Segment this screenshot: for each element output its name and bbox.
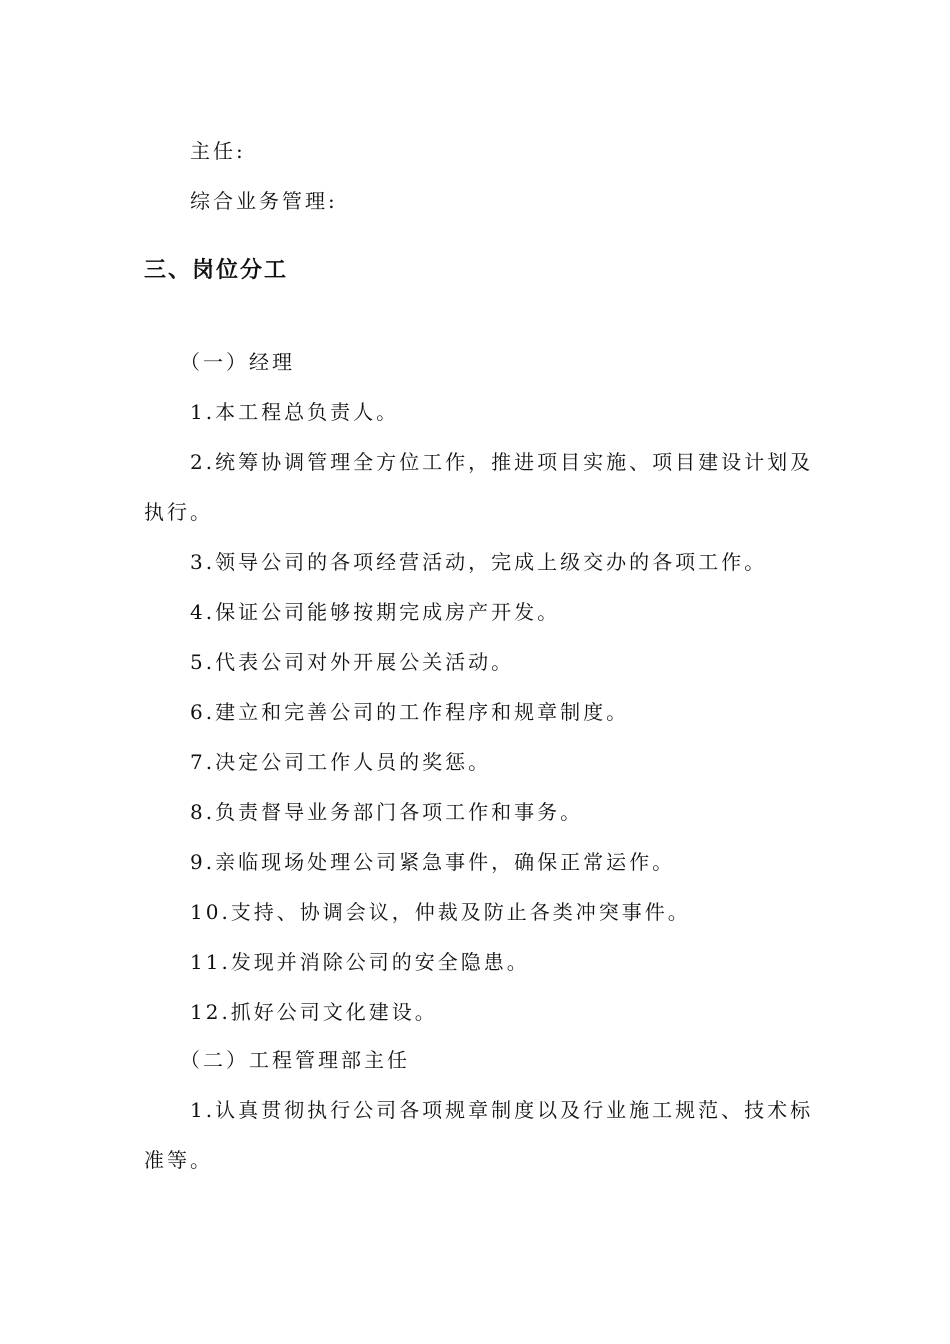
- section-title: 三、岗位分工: [144, 258, 289, 283]
- manager-item: 7.决定公司工作人员的奖惩。: [190, 750, 492, 774]
- manager-item: 8.负责督导业务部门各项工作和事务。: [190, 800, 584, 824]
- manager-item: 6.建立和完善公司的工作程序和规章制度。: [190, 700, 630, 724]
- manager-heading: （一）经理: [180, 350, 295, 374]
- general-business-label: 综合业务管理:: [190, 189, 338, 213]
- engineering-director-item: 1.认真贯彻执行公司各项规章制度以及行业施工规范、技术标: [190, 1098, 814, 1122]
- manager-item-continuation: 执行。: [144, 500, 213, 524]
- manager-item: 1.本工程总负责人。: [190, 400, 400, 424]
- manager-item: 4.保证公司能够按期完成房产开发。: [190, 600, 561, 624]
- manager-item: 3.领导公司的各项经营活动，完成上级交办的各项工作。: [190, 550, 768, 574]
- manager-item: 11.发现并消除公司的安全隐患。: [190, 950, 530, 974]
- manager-item: 2.统筹协调管理全方位工作，推进项目实施、项目建设计划及: [190, 450, 814, 474]
- manager-item: 10.支持、协调会议，仲裁及防止各类冲突事件。: [190, 900, 691, 924]
- engineering-director-item-continuation: 准等。: [144, 1148, 213, 1172]
- manager-item: 12.抓好公司文化建设。: [190, 1000, 438, 1024]
- director-label: 主任:: [190, 139, 246, 163]
- engineering-director-heading: （二）工程管理部主任: [180, 1048, 410, 1072]
- manager-item: 5.代表公司对外开展公关活动。: [190, 650, 515, 674]
- manager-item: 9.亲临现场处理公司紧急事件，确保正常运作。: [190, 850, 676, 874]
